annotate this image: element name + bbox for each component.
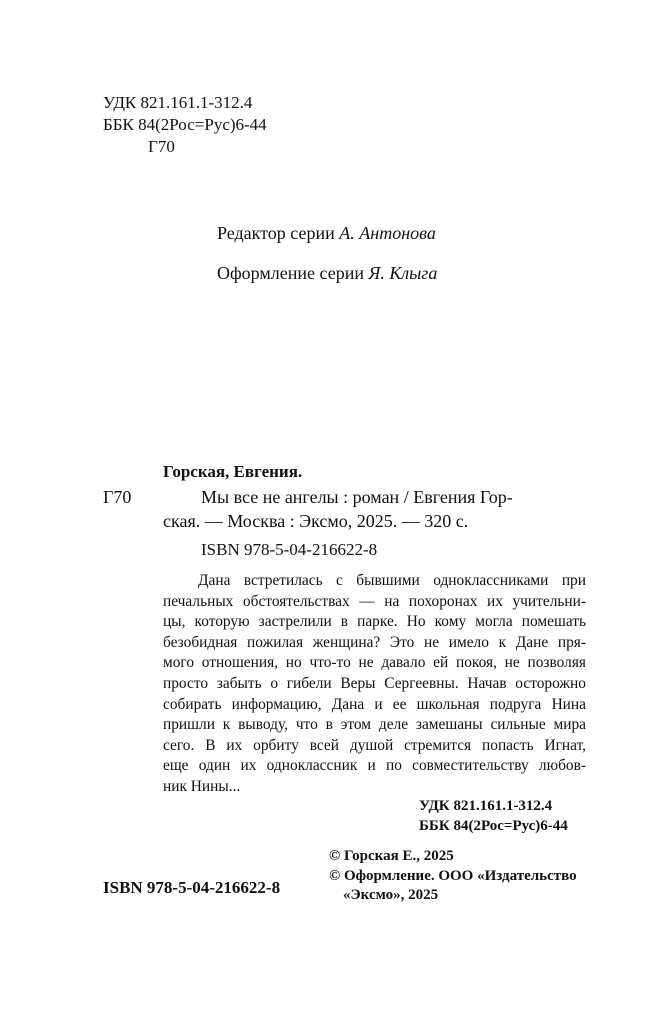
copyright-design-line-1: © Оформление. ООО «Издательство — [329, 868, 577, 884]
annotation-line: еще один их одноклассник и по совместительству любов- — [163, 757, 586, 775]
udk-code-top: УДК 821.161.1-312.4 — [103, 93, 253, 112]
copyright-design-line-2: «Эксмо», 2025 — [343, 887, 439, 903]
series-editor-label: Редактор серии — [217, 223, 335, 243]
bbk-code-bottom: ББК 84(2Рос=Рус)6-44 — [419, 818, 568, 834]
author-heading: Горская, Евгения. — [163, 462, 303, 481]
annotation-line: безобидная пожилая женщина? Это не имело к Дане пря- — [163, 633, 586, 651]
annotation-line: сего. В их орбиту всей душой стремится попасть Игнат, — [163, 736, 586, 754]
annotation-line: печальных обстоятельствах — на похоронах их учительни- — [163, 592, 586, 610]
annotation — [163, 571, 586, 798]
annotation-line: собирать информацию, Дана и ее школьная подруга Нина — [163, 695, 586, 713]
copyright-author: © Горская Е., 2025 — [329, 848, 454, 864]
title-line-1: Мы все не ангелы : роман / Евгения Гор- — [201, 487, 513, 507]
series-editor-credit — [217, 221, 436, 245]
isbn-record: ISBN 978-5-04-216622-8 — [201, 540, 378, 559]
author-mark-record: Г70 — [103, 487, 132, 507]
isbn-footer: ISBN 978-5-04-216622-8 — [103, 878, 281, 897]
annotation-line: ник Нины... — [163, 777, 241, 795]
series-design-name: Я. Клыга — [368, 263, 438, 283]
title-line-2: ская. — Москва : Эксмо, 2025. — 320 с. — [163, 511, 469, 531]
udk-code-bottom: УДК 821.161.1-312.4 — [419, 798, 553, 814]
annotation-line: Дана встретилась с бывшими одноклассниками при — [198, 572, 586, 589]
annotation-line: мого отношения, но что-то не давало ей покоя, не позволяя — [163, 654, 586, 672]
annotation-line: цы, которую застрелили в парке. Но кому могла помешать — [163, 613, 586, 631]
annotation-line: пришли к выводу, что в этом деле замешаны сильные мира — [163, 716, 586, 734]
annotation-line: просто забыть о гибели Веры Сергеевны. Начав осторожно — [163, 674, 586, 692]
author-mark-top: Г70 — [148, 137, 175, 156]
series-editor-name: А. Антонова — [339, 223, 436, 243]
bbk-code-top: ББК 84(2Рос=Рус)6-44 — [103, 115, 267, 134]
series-design-credit — [217, 261, 437, 285]
series-design-label: Оформление серии — [217, 263, 364, 283]
